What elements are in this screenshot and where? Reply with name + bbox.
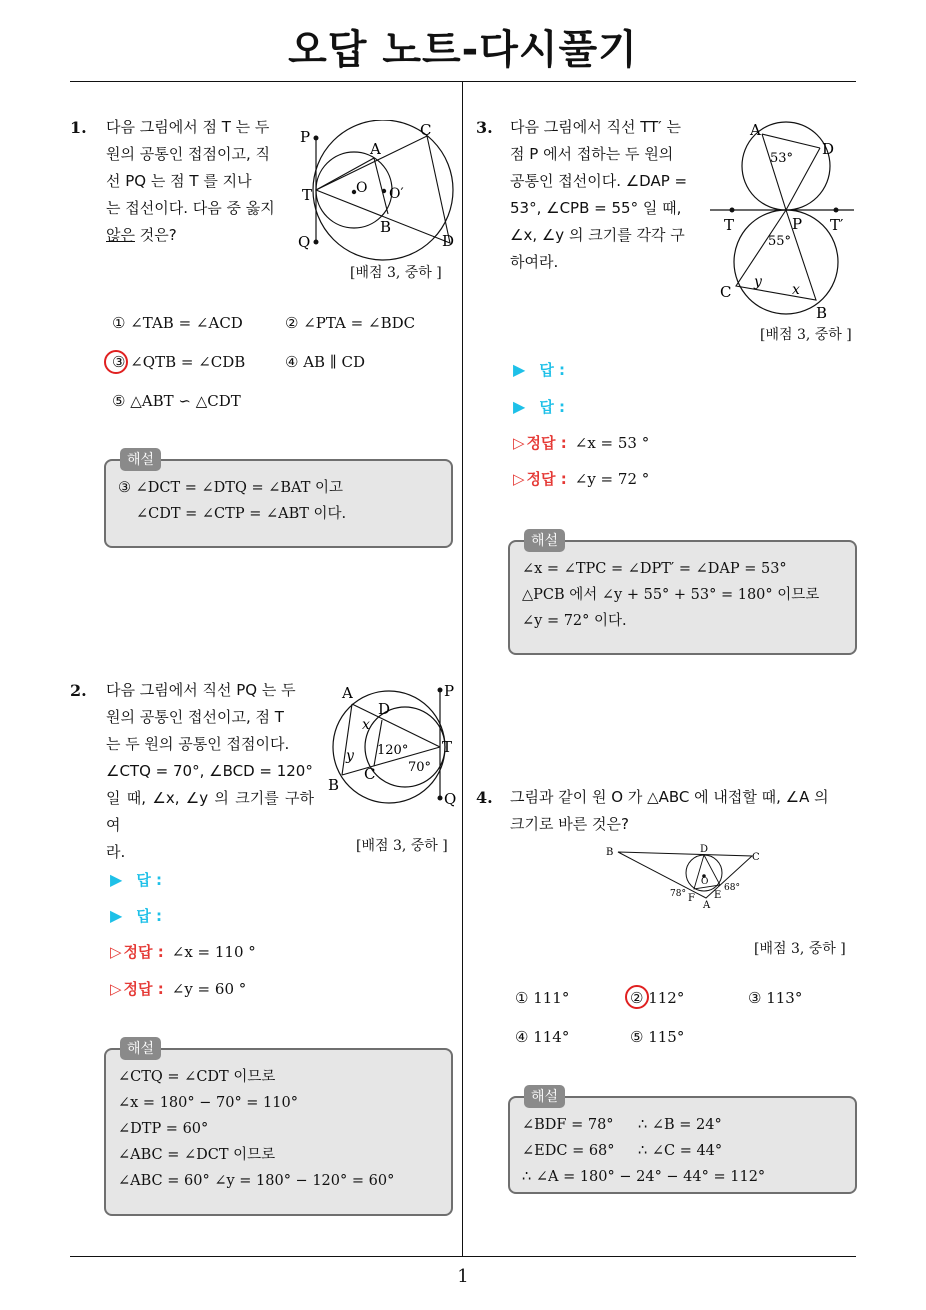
explanation-line: ∠ABC = ∠DCT 이므로 [118, 1147, 276, 1163]
question-text [106, 114, 276, 249]
answer-row-2[interactable] [110, 905, 162, 926]
label-68: 68° [724, 883, 740, 893]
label-p: P [300, 128, 311, 146]
label-c: C [420, 121, 432, 139]
label-p: P [444, 682, 455, 700]
text-line: 원의 공통인 접점이고, 직 [106, 145, 270, 163]
correct-label: 정답 : [526, 434, 567, 452]
figure-q3 [706, 120, 856, 320]
explanation-part: ∠BDF = 78° [522, 1117, 614, 1133]
choice-1[interactable]: ① ∠TAB = ∠ACD [112, 314, 243, 332]
text-line: ∠x, ∠y 의 크기를 각각 구 [510, 226, 685, 244]
question-text [106, 677, 314, 866]
text-line [106, 222, 276, 249]
label-70: 70° [408, 760, 432, 775]
label-120: 120° [377, 743, 409, 758]
text-line: 그림과 같이 원 O 가 △ABC 에 내접할 때, ∠A 의 [510, 788, 829, 806]
score-label: [배점 3, 중하 ] [760, 327, 852, 343]
label-f: F [688, 893, 695, 904]
correct-label: 정답 : [123, 943, 164, 961]
label-c: C [720, 283, 732, 301]
label-d: D [822, 140, 835, 158]
choice-5[interactable]: ⑤ 115° [630, 1028, 685, 1046]
correct-answer-1 [110, 941, 256, 962]
correct-label: 정답 : [123, 980, 164, 998]
label-q: Q [298, 233, 311, 251]
choice-4[interactable]: ④ 114° [515, 1028, 570, 1046]
explanation-part: ∴ ∠B = 24° [638, 1117, 722, 1133]
answer-value: ∠y = 72 ° [574, 470, 650, 488]
answer-value: ∠y = 60 ° [171, 980, 247, 998]
text-line: 하여라. [510, 253, 559, 271]
center-o-prime [382, 189, 386, 193]
figure-q2 [322, 680, 462, 810]
choice-3[interactable]: ③ 113° [748, 989, 803, 1007]
label-55: 55° [768, 234, 792, 249]
label-t: T [724, 216, 735, 234]
label-c: C [752, 852, 760, 863]
choice-3[interactable]: ③ ∠QTB = ∠CDB [112, 353, 246, 371]
point-t-prime [834, 208, 839, 213]
question-text [510, 114, 690, 276]
point-q [314, 240, 319, 245]
text-line: 는 두 원의 공통인 접점이다. [106, 735, 290, 753]
point-q [438, 796, 443, 801]
label-d: D [442, 232, 455, 250]
label-c: C [364, 765, 376, 783]
answer-arrow-icon: ▶ [110, 870, 123, 889]
question-number: 3. [476, 118, 493, 137]
answer-value: ∠x = 53 ° [574, 434, 650, 452]
explanation-line: △PCB 에서 ∠y + 55° + 53° = 180° 이므로 [522, 587, 820, 603]
text-line: 다음 그림에서 직선 PQ 는 두 [106, 681, 296, 699]
bottom-rule [70, 1256, 856, 1257]
label-53: 53° [770, 151, 794, 166]
explanation-tag: 해설 [524, 1085, 565, 1108]
label-t-prime: T′ [830, 216, 844, 234]
question-text [510, 784, 858, 838]
choice-2[interactable]: ② 112° [630, 989, 685, 1007]
answer-label: 답 : [539, 361, 566, 379]
answer-value: ∠x = 110 ° [171, 943, 256, 961]
answer-arrow-icon: ▶ [513, 360, 526, 379]
explanation-box [104, 459, 453, 548]
label-a: A [342, 684, 353, 702]
lower-circle [734, 210, 838, 314]
explanation-line: ∠DTP = 60° [118, 1121, 209, 1137]
correct-arrow-icon: ▷ [110, 943, 122, 961]
answer-row-1[interactable] [110, 869, 162, 890]
label-a: A [750, 121, 761, 139]
segment-ad [762, 134, 820, 148]
explanation-line: ∠CTQ = ∠CDT 이므로 [118, 1069, 276, 1085]
figure-q4 [600, 840, 770, 910]
explanation-line: ∠CDT = ∠CTP = ∠ABT 이다. [136, 506, 347, 522]
label-y: y [346, 748, 354, 764]
text-line: 는 접선이다. 다음 중 옳지 [106, 199, 275, 217]
triangle-pcb [736, 210, 816, 300]
label-t: T [302, 186, 313, 204]
correct-answer-1 [513, 432, 649, 453]
answer-row-2[interactable] [513, 396, 565, 417]
explanation-line [522, 1138, 843, 1164]
label-o-prime: O′ [389, 186, 404, 202]
text-line: 일 때, ∠x, ∠y 의 크기를 구하여 [106, 789, 314, 834]
point-t [730, 208, 735, 213]
choice-4[interactable]: ④ AB ∥ CD [285, 353, 366, 371]
label-x: x [792, 282, 800, 298]
text-line: 라. [106, 843, 126, 861]
answer-row-1[interactable] [513, 359, 565, 380]
score-label: [배점 3, 중하 ] [754, 941, 846, 957]
explanation-line [522, 1112, 843, 1138]
text-line: 53°, ∠CPB = 55° 일 때, [510, 199, 682, 217]
label-a: A [370, 140, 381, 158]
label-y: y [754, 274, 762, 290]
label-b: B [328, 776, 340, 794]
text-line: 원의 공통인 접선이고, 점 T [106, 708, 284, 726]
explanation-tag: 해설 [120, 448, 161, 471]
label-d: D [700, 844, 709, 855]
label-78: 78° [670, 889, 686, 899]
segment-ab [374, 158, 388, 214]
text-line: ∠CTQ = 70°, ∠BCD = 120° [106, 762, 313, 780]
label-o: O [356, 180, 368, 196]
correct-arrow-icon: ▷ [513, 470, 525, 488]
label-t: T [442, 738, 453, 756]
explanation-line: ∠x = ∠TPC = ∠DPT′ = ∠DAP = 53° [522, 561, 787, 577]
choice-2[interactable]: ② ∠PTA = ∠BDC [285, 314, 416, 332]
answer-label: 답 : [136, 907, 163, 925]
question-number: 4. [476, 788, 493, 807]
text-line: 다음 그림에서 점 T 는 두 [106, 118, 270, 136]
correct-arrow-icon: ▷ [110, 980, 122, 998]
label-d: D [378, 700, 391, 718]
explanation-box [104, 1048, 453, 1216]
answer-arrow-icon: ▶ [513, 397, 526, 416]
label-a: A [703, 900, 711, 910]
point-p [438, 688, 443, 693]
question-number: 1. [70, 118, 87, 137]
label-q: Q [444, 790, 457, 808]
top-rule [70, 81, 856, 82]
explanation-tag: 해설 [120, 1037, 161, 1060]
explanation-box [508, 1096, 857, 1194]
score-label: [배점 3, 중하 ] [356, 838, 448, 854]
score-label: [배점 3, 중하 ] [350, 265, 442, 281]
explanation-line: ∴ ∠A = 180° − 24° − 44° = 112° [522, 1169, 766, 1185]
text-line: 점 P 에서 접하는 두 원의 [510, 145, 674, 163]
figure-q1 [296, 120, 461, 265]
label-b: B [606, 847, 614, 858]
text-line: 크기로 바른 것은? [510, 815, 629, 833]
text-line: 공통인 접선이다. ∠DAP = [510, 172, 688, 190]
answer-label: 답 : [539, 398, 566, 416]
explanation-line: ∠ABC = 60° ∠y = 180° − 120° = 60° [118, 1173, 395, 1189]
page-number: 1 [457, 1266, 469, 1287]
column-divider [462, 82, 463, 1256]
correct-arrow-icon: ▷ [513, 434, 525, 452]
text-line: 다음 그림에서 직선 TT′ 는 [510, 118, 681, 136]
label-o: O [701, 877, 709, 887]
explanation-tag: 해설 [524, 529, 565, 552]
label-e: E [714, 890, 722, 901]
explanation-part: ∴ ∠C = 44° [638, 1143, 723, 1159]
answer-arrow-icon: ▶ [110, 906, 123, 925]
choice-1[interactable]: ① 111° [515, 989, 570, 1007]
explanation-line: ∠x = 180° − 70° = 110° [118, 1095, 298, 1111]
label-b: B [816, 304, 828, 320]
selected-answer-circle [625, 985, 649, 1009]
answer-label: 답 : [136, 871, 163, 889]
choice-5[interactable]: ⑤ △ABT ∽ △CDT [112, 392, 241, 410]
text-line: 선 PQ 는 점 T 를 지나 [106, 172, 252, 190]
point-p [314, 136, 319, 141]
explanation-line: ∠y = 72° 이다. [522, 613, 627, 629]
label-b: B [380, 218, 392, 236]
explanation-box [508, 540, 857, 655]
explanation-line: ③ ∠DCT = ∠DTQ = ∠BAT 이고 [118, 480, 343, 496]
correct-answer-2 [110, 978, 246, 999]
page-title: 오답 노트-다시풀기 [288, 27, 638, 73]
explanation-part: ∠EDC = 68° [522, 1143, 615, 1159]
label-x: x [362, 717, 370, 733]
selected-answer-circle [104, 350, 128, 374]
underlined-word: 않은 [106, 226, 135, 244]
correct-answer-2 [513, 468, 649, 489]
correct-label: 정답 : [526, 470, 567, 488]
question-number: 2. [70, 681, 87, 700]
text-end: 것은? [134, 226, 177, 244]
label-p: P [792, 215, 803, 233]
